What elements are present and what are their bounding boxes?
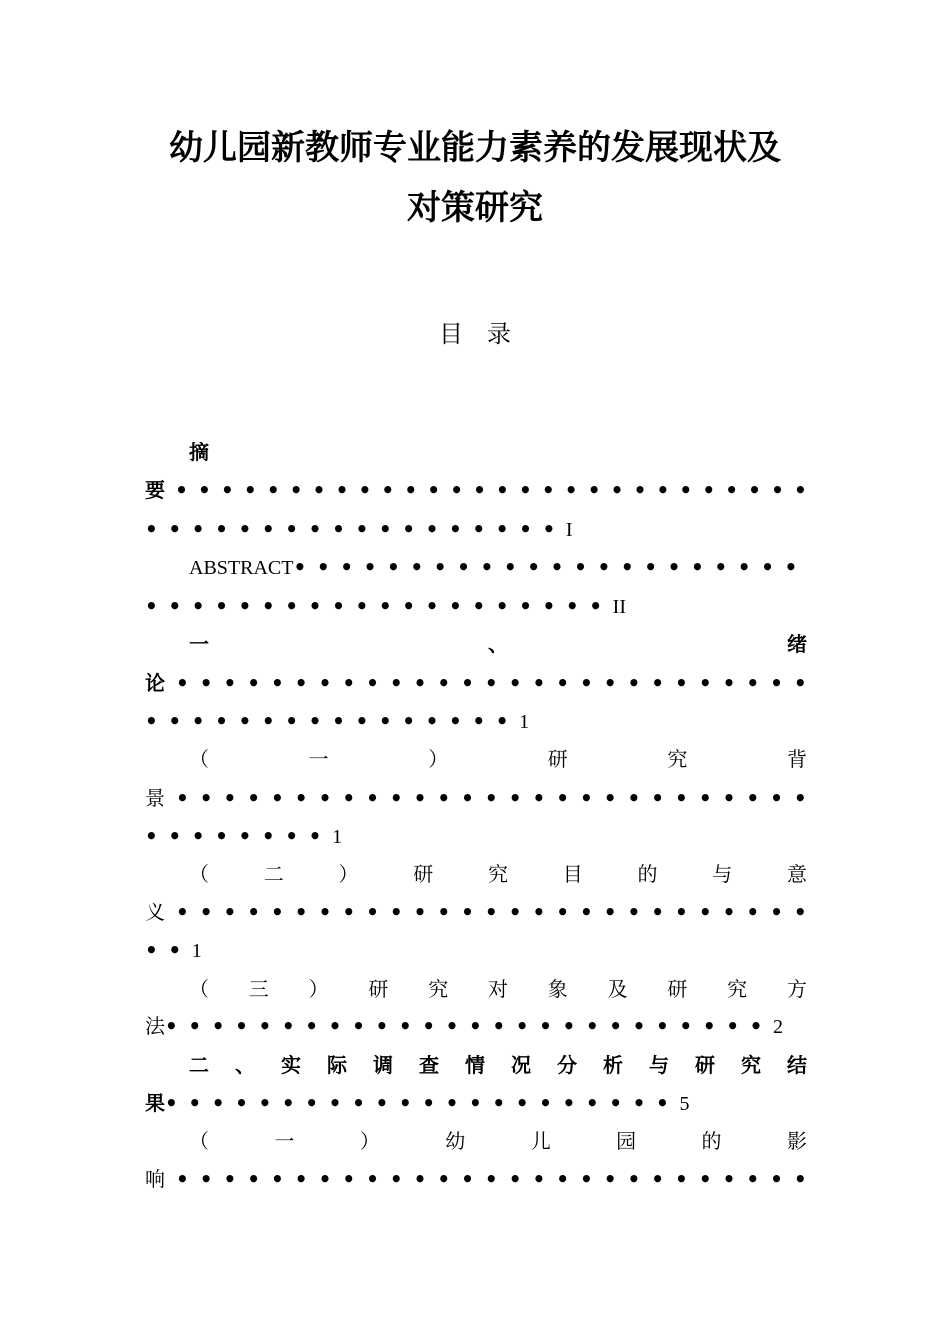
toc-entry-char: 实 [281, 1053, 301, 1077]
toc-leader-dot: • [247, 671, 261, 695]
toc-leader-dot: • [564, 478, 578, 502]
toc-page-number: 2 [772, 1016, 783, 1038]
toc-page-number: 1 [519, 711, 530, 733]
toc-leader-dot: • [461, 786, 474, 810]
toc-leader-dot: • [651, 671, 665, 695]
toc-line [145, 476, 807, 504]
toc-leader-dot: • [698, 1167, 712, 1191]
toc-leader-dot: • [289, 478, 303, 502]
toc-leader-dot: • [318, 900, 332, 924]
toc-leader-dot: • [722, 671, 736, 695]
toc-leader-dot: • [722, 900, 736, 924]
toc-leader-dot: • [450, 478, 463, 502]
toc-entry-char: ） [308, 977, 329, 1001]
toc-leader-dot: • [722, 1167, 736, 1191]
toc-leader-dot: • [484, 786, 498, 810]
toc-leader-dot: • [461, 671, 474, 695]
toc-line [145, 898, 807, 926]
toc-line [189, 438, 807, 466]
toc-entry-char: 研 [368, 977, 389, 1001]
toc-leader-dot: • [675, 671, 688, 695]
toc-heading [0, 318, 950, 350]
document-title-line-2: 对策研究 [407, 188, 543, 228]
toc-leader-dot: • [633, 478, 647, 502]
toc-heading-char: 目 [439, 320, 463, 348]
toc-leader: •••••••••••••••••••••• [165, 1091, 680, 1115]
toc-leader-dot: • [656, 478, 670, 502]
toc-leader-dot: • [770, 671, 783, 695]
toc-leader-dot: • [541, 478, 555, 502]
toc-line [145, 592, 807, 620]
toc-leader-dot: • [725, 478, 739, 502]
toc-leader-dot: • [556, 900, 570, 924]
toc-leader-dot: • [461, 1167, 474, 1191]
toc-entry-char: 意 [787, 862, 807, 886]
toc-entry-char: ） [338, 862, 359, 886]
toc-entry-char: 园 [616, 1129, 637, 1153]
toc-entry-char: 象 [547, 977, 568, 1001]
toc-line [145, 1089, 807, 1117]
toc-leader-dot: • [675, 900, 688, 924]
toc-leader-dot: • [223, 900, 237, 924]
toc-entry-char: 摘 [189, 440, 209, 464]
toc-leader-dot: • [312, 478, 326, 502]
toc-line [145, 669, 807, 697]
toc-leader-dot: • [793, 1167, 807, 1191]
toc-entry-char: 究 [428, 977, 449, 1001]
toc-leader-dot: • [675, 1167, 688, 1191]
toc-leader-dot: • [679, 478, 693, 502]
toc-leader-dot: • [484, 900, 498, 924]
toc-leader-dot: • [404, 478, 418, 502]
toc-entry-char: ） [428, 747, 449, 771]
toc-entry-char: 分 [557, 1053, 577, 1077]
toc-leader-dot: • [748, 478, 761, 502]
toc-leader-dot: • [199, 671, 213, 695]
toc-leader-dot: • [294, 1167, 308, 1191]
toc-leader-dot: • [794, 478, 807, 502]
toc-leader-dot: • [793, 671, 807, 695]
toc-entry-char: 析 [603, 1053, 623, 1077]
toc-leader: •••••••••••••••••••• [145, 594, 613, 618]
toc-entry-char: 结 [787, 1053, 807, 1077]
toc-entry-char: 、 [488, 632, 508, 656]
toc-leader-dot: • [342, 671, 356, 695]
toc-leader-dot: • [473, 478, 486, 502]
toc-entry-char: 二 [263, 862, 284, 886]
toc-leader-dot: • [579, 671, 593, 695]
toc-leader-dot: • [556, 1167, 570, 1191]
toc-leader-dot: • [508, 671, 522, 695]
toc-leader-dot: • [579, 900, 593, 924]
toc-leader-dot: • [579, 786, 593, 810]
toc-entry-char: 况 [511, 1053, 531, 1077]
toc-entry-char: 背 [786, 747, 807, 771]
toc-leader-dot: • [223, 1167, 237, 1191]
toc-page-number: 5 [679, 1093, 690, 1115]
toc-leader-dot: • [175, 900, 189, 924]
toc-leader-dot: • [532, 1167, 546, 1191]
toc-leader-dot: • [651, 900, 665, 924]
toc-leader-dot: • [770, 900, 783, 924]
toc-line [189, 860, 807, 888]
toc-page-number: 1 [332, 826, 343, 848]
toc-leader-dot: • [603, 900, 617, 924]
toc-leader-dot: • [532, 786, 546, 810]
toc-line [189, 1127, 807, 1155]
toc-leader-dot: • [271, 900, 284, 924]
toc-leader-dot: • [294, 671, 308, 695]
toc-leader-dot: • [266, 478, 280, 502]
toc-entry-char: 目 [562, 862, 583, 886]
toc-entry-char: 一 [308, 747, 329, 771]
toc-leader-dot: • [627, 1167, 641, 1191]
toc-entry-text: ABSTRACT [189, 557, 294, 579]
toc-leader-dot: • [366, 786, 379, 810]
toc-leader-dot: • [508, 900, 522, 924]
toc-entry-char: （ [189, 747, 209, 771]
toc-entry-char: 景 [145, 786, 165, 810]
toc-leader-dot: • [247, 786, 261, 810]
toc-leader-dot: • [603, 1167, 617, 1191]
toc-entry-char: 研 [547, 747, 568, 771]
toc-entry-char: 研 [413, 862, 434, 886]
toc-leader-dot: • [746, 786, 760, 810]
toc-leader-dot: • [389, 900, 403, 924]
toc-leader-dot: • [271, 786, 284, 810]
toc-leader-dot: • [556, 671, 570, 695]
toc-line [189, 630, 807, 658]
toc-leader-dot: • [389, 786, 403, 810]
toc-leader: •••••••••••••••• [145, 709, 520, 733]
toc-entry-char: 、 [235, 1053, 255, 1077]
toc-leader-dot: • [698, 786, 712, 810]
toc-leader-dot: • [175, 478, 188, 502]
toc-line [145, 707, 807, 735]
toc-entry-char: 方 [786, 977, 807, 1001]
toc-leader-dot: • [651, 1167, 665, 1191]
toc-line [145, 1012, 807, 1040]
toc-leader-dot: • [627, 786, 641, 810]
toc-leader-dot: • [627, 900, 641, 924]
toc-leader-dot: • [793, 786, 807, 810]
toc-leader-dot: • [366, 900, 379, 924]
toc-leader-dot: • [437, 786, 451, 810]
toc-leader-dot: • [243, 478, 257, 502]
toc-entry-char: 二 [189, 1053, 209, 1077]
toc-line [145, 936, 807, 964]
toc-leader-dot: • [587, 478, 601, 502]
toc-entry-char: 对 [487, 977, 508, 1001]
toc-entry-char: 究 [488, 862, 508, 886]
toc-entry-char: 查 [419, 1053, 439, 1077]
toc-leader-dot: • [247, 900, 261, 924]
toc-entry-char: 调 [373, 1053, 393, 1077]
toc-leader-dot: • [518, 478, 532, 502]
toc-leader-dot: • [247, 1167, 261, 1191]
toc-leader-dot: • [175, 1167, 189, 1191]
toc-leader-dot: • [366, 1167, 379, 1191]
toc-leader-dot: • [437, 1167, 451, 1191]
toc-leader-dot: • [746, 671, 760, 695]
toc-leader-dot: • [342, 900, 356, 924]
toc-leader-dot: • [437, 900, 451, 924]
toc-entry-char: 与 [649, 1053, 669, 1077]
toc-entry-char: 三 [248, 977, 269, 1001]
toc-leader-dot: • [675, 786, 688, 810]
toc-leader-dot: • [770, 786, 783, 810]
toc-entry-char: 论 [145, 671, 165, 695]
toc-line [189, 1051, 807, 1079]
toc-leader-dot: • [358, 478, 372, 502]
toc-entry-char: 究 [667, 747, 688, 771]
toc-leader-dot: • [342, 786, 356, 810]
toc-leader-dot: • [366, 671, 379, 695]
toc-leader: •••••••• [145, 824, 333, 848]
toc-leader-dot: • [413, 671, 427, 695]
toc-line [145, 784, 807, 812]
toc-line [189, 553, 807, 581]
toc-leader-dot: • [342, 1167, 356, 1191]
toc-leader-dot: • [627, 671, 641, 695]
toc-leader-dot: • [294, 786, 308, 810]
toc-leader-dot: • [318, 786, 332, 810]
toc-entry-char: 的 [637, 862, 658, 886]
toc-leader-dot: • [220, 478, 234, 502]
toc-leader-dot: • [198, 478, 211, 502]
toc-leader-dot: • [271, 671, 284, 695]
toc-leader-dot: • [508, 786, 522, 810]
toc-entry-char: 一 [274, 1129, 295, 1153]
toc-leader-dot: • [793, 900, 807, 924]
toc-entry-char: 义 [145, 900, 165, 924]
toc-entry-char: 幼 [445, 1129, 466, 1153]
toc-leader-dot: • [484, 1167, 498, 1191]
toc-line [189, 745, 807, 773]
toc-entry-char: 究 [741, 1053, 761, 1077]
toc-line [145, 822, 807, 850]
toc-heading-char: 录 [487, 320, 511, 348]
toc-leader-dot: • [381, 478, 395, 502]
toc-leader-dot: • [294, 900, 308, 924]
toc-entry-char: 要 [145, 478, 165, 502]
toc-leader-dot: • [175, 786, 189, 810]
toc-leader-dot: • [413, 1167, 427, 1191]
toc-entry-char: ） [359, 1129, 380, 1153]
toc-leader-dot: • [427, 478, 441, 502]
toc-leader: •••••••••••••••••• [145, 517, 566, 541]
toc-leader-dot: • [698, 900, 712, 924]
toc-leader-dot: • [579, 1167, 593, 1191]
toc-leader: •••••••••••••••••••••• [293, 555, 808, 579]
toc-page-number: 1 [191, 940, 202, 962]
toc-leader-dot: • [508, 1167, 522, 1191]
toc-leader-dot: • [437, 671, 451, 695]
toc-leader-dot: • [722, 786, 736, 810]
toc-leader-dot: • [484, 671, 498, 695]
toc-leader-dot: • [199, 786, 213, 810]
toc-leader-dot: • [532, 900, 546, 924]
toc-leader-dot: • [702, 478, 716, 502]
toc-leader-dot: • [461, 900, 474, 924]
toc-entry-char: （ [189, 862, 209, 886]
toc-leader-dot: • [271, 1167, 284, 1191]
toc-leader-dot: • [556, 786, 570, 810]
toc-leader-dot: • [698, 671, 712, 695]
toc-entry-char: 法 [145, 1014, 165, 1038]
toc-leader-dot: • [335, 478, 349, 502]
toc-line [145, 515, 807, 543]
toc-leader-dot: • [389, 1167, 403, 1191]
toc-line [145, 1165, 807, 1193]
toc-entry-char: 影 [786, 1129, 807, 1153]
toc-page-number: II [612, 596, 626, 618]
toc-leader-dot: • [770, 1167, 783, 1191]
toc-leader-dot: • [199, 900, 213, 924]
toc-leader-dot: • [746, 1167, 760, 1191]
toc-leader-dot: • [413, 786, 427, 810]
toc-entry-char: （ [189, 977, 209, 1001]
toc-entry-char: 究 [727, 977, 748, 1001]
toc-leader-dot: • [532, 671, 546, 695]
toc-entry-char: 与 [712, 862, 733, 886]
toc-leader-dot: • [610, 478, 624, 502]
toc-entry-char: 情 [465, 1053, 485, 1077]
toc-leader-dot: • [771, 478, 784, 502]
toc-entry-char: 研 [667, 977, 688, 1001]
toc-leader-dot: • [389, 671, 403, 695]
toc-leader-dot: • [746, 900, 760, 924]
toc-entry-char: 绪 [787, 632, 807, 656]
toc-leader: •••••••••••••••••••••••••• [165, 1014, 773, 1038]
toc-leader: •• [145, 938, 192, 962]
document-title-line-1: 幼儿园新教师专业能力素养的发展现状及 [169, 128, 781, 168]
toc-page-number: I [565, 519, 573, 541]
toc-entry-char: 儿 [530, 1129, 551, 1153]
toc-leader-dot: • [651, 786, 665, 810]
toc-leader-dot: • [175, 671, 189, 695]
toc-leader-dot: • [318, 1167, 332, 1191]
toc-entry-char: 研 [695, 1053, 715, 1077]
toc-entry-char: 响 [145, 1167, 165, 1191]
toc-entry-char: 际 [327, 1053, 347, 1077]
toc-leader-dot: • [318, 671, 332, 695]
toc-entry-char: 果 [145, 1091, 165, 1115]
toc-entry-char: 一 [189, 632, 209, 656]
toc-leader-dot: • [496, 478, 509, 502]
toc-entry-char: （ [189, 1129, 209, 1153]
toc-leader-dot: • [223, 671, 237, 695]
toc-leader-dot: • [223, 786, 237, 810]
toc-leader-dot: • [603, 671, 617, 695]
toc-leader-dot: • [413, 900, 427, 924]
toc-line [189, 975, 807, 1003]
toc-entry-char: 及 [607, 977, 628, 1001]
toc-leader-dot: • [603, 786, 617, 810]
toc-leader-dot: • [199, 1167, 213, 1191]
toc-entry-char: 的 [701, 1129, 722, 1153]
